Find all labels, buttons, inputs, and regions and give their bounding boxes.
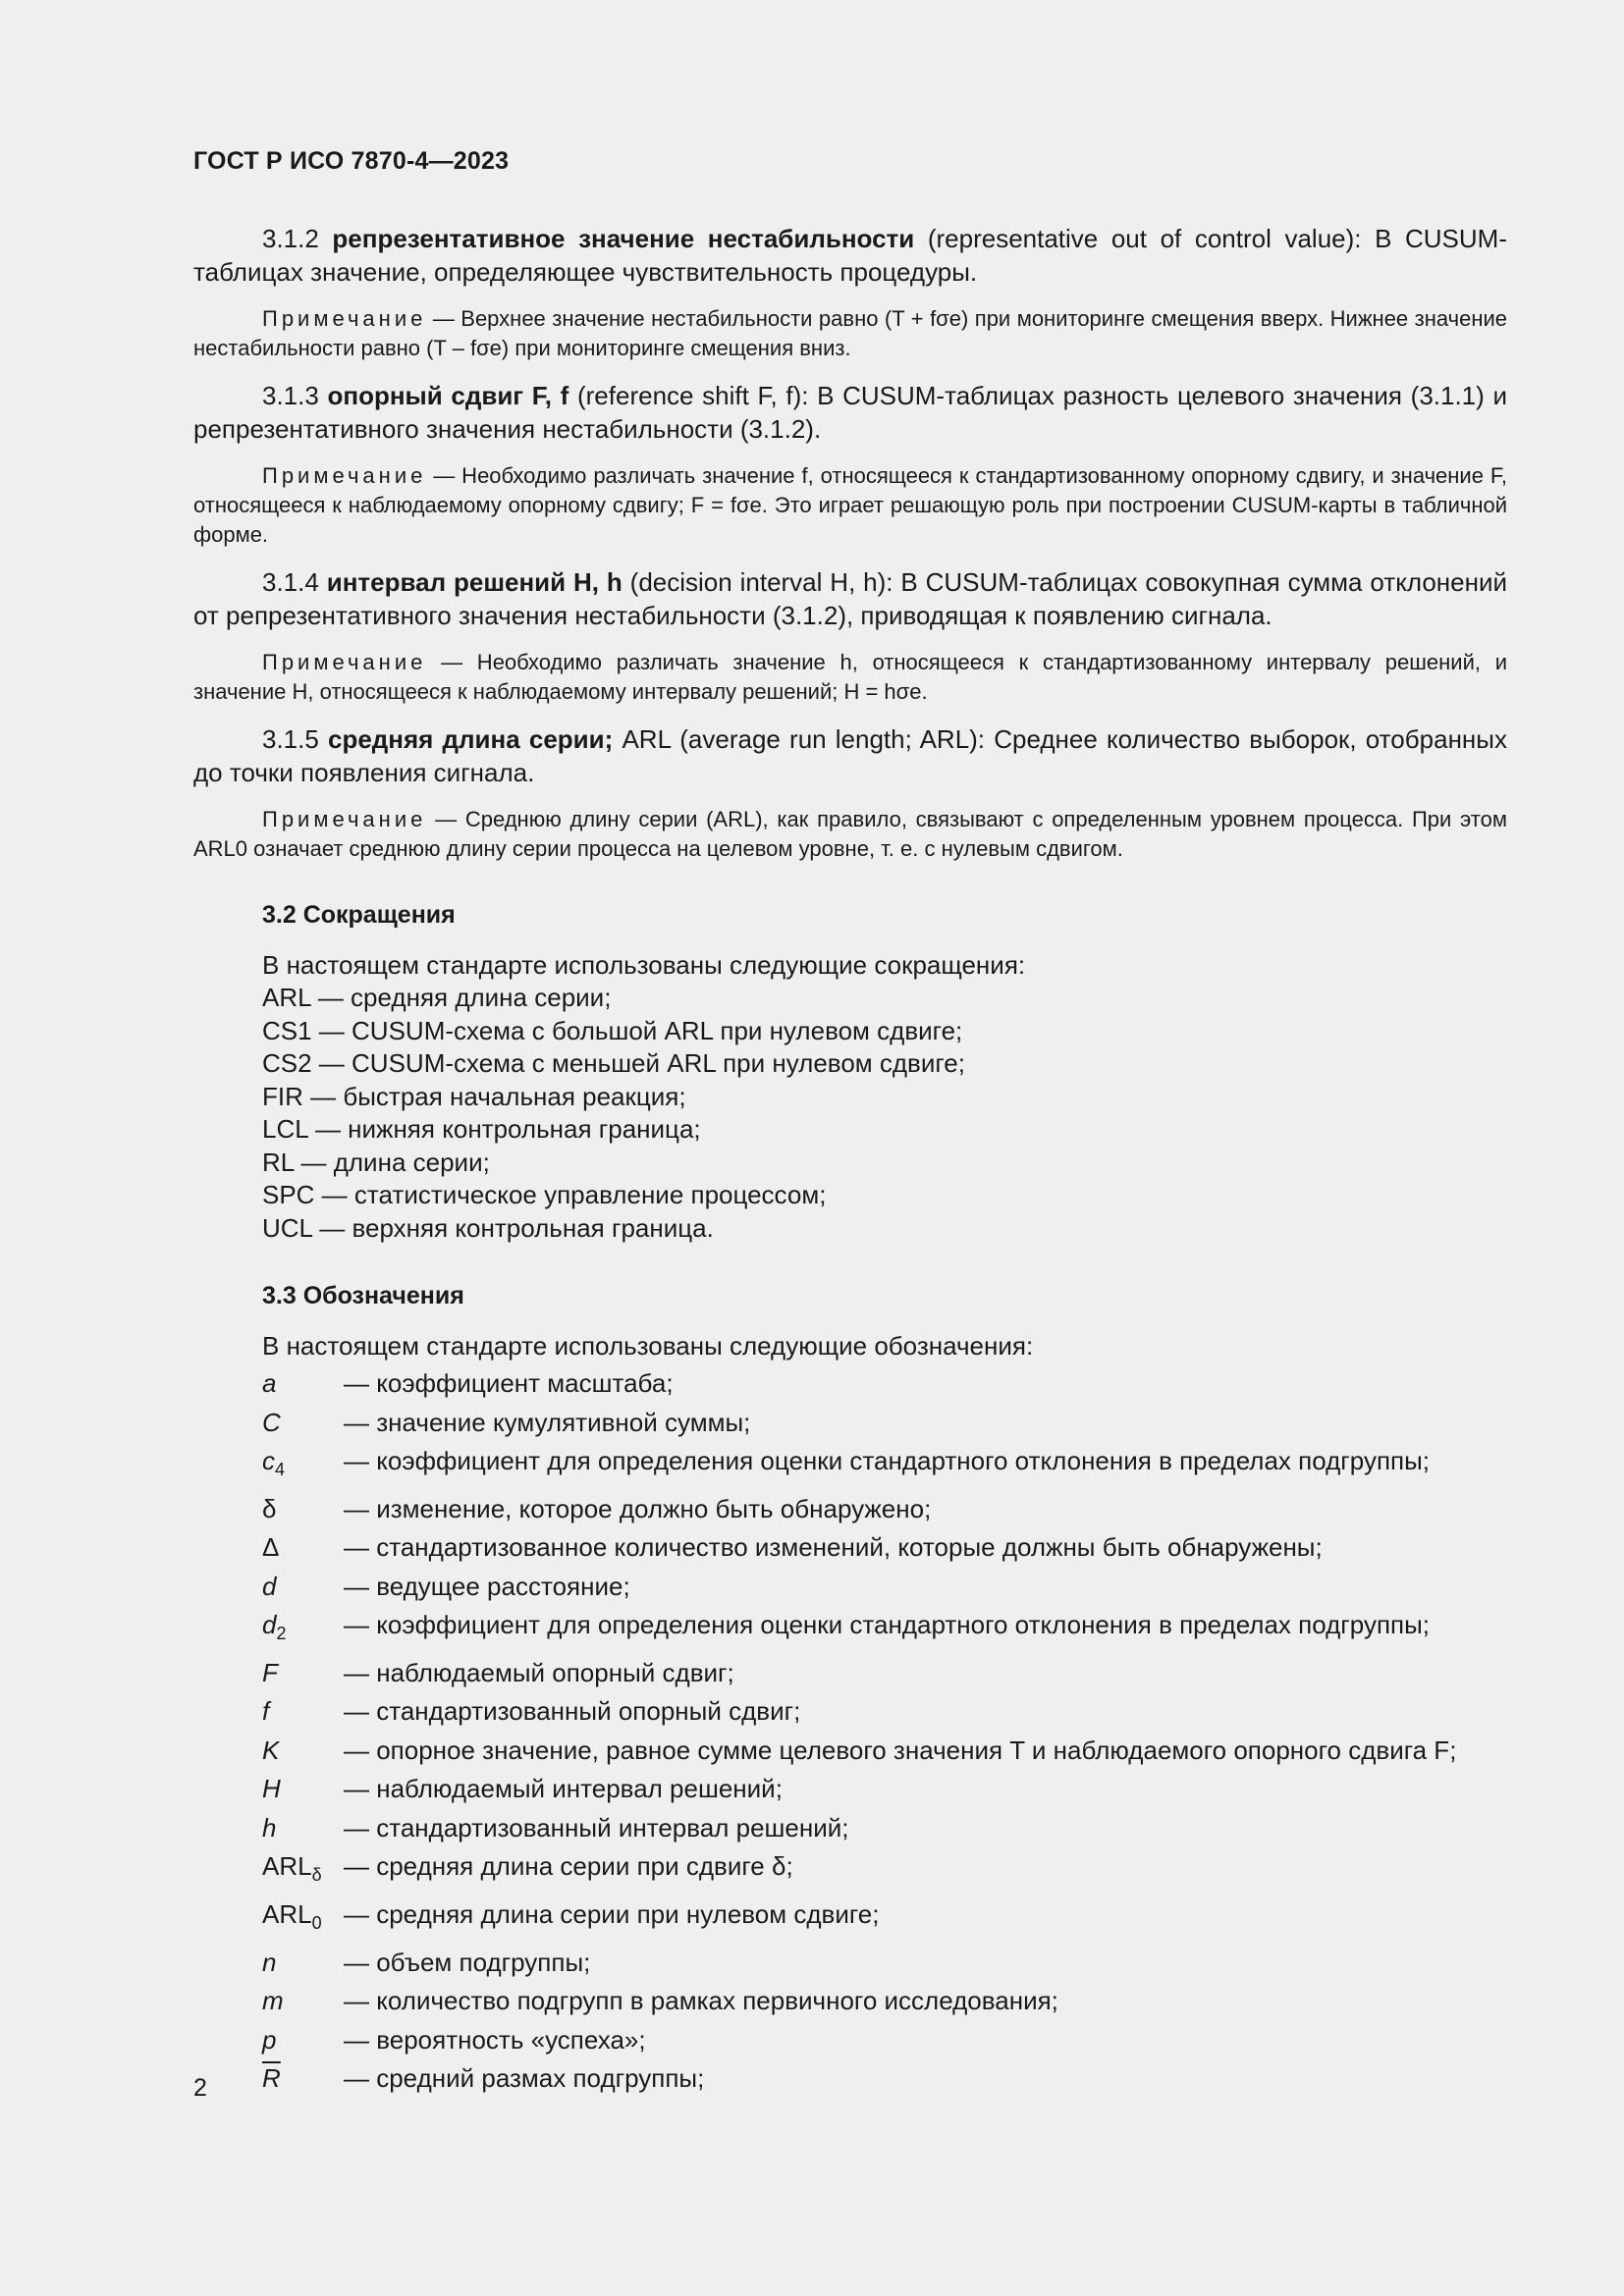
symbol-description: — коэффициент масштаба; — [344, 1368, 674, 1398]
symbol-letter: δ — [262, 1493, 277, 1523]
def-text: (decision interval H, h): В CUSUM-таблицах совокупная сумма отклонений от репрезентативного значения нестабильности (3.1.2), приводящая к появлению сигнала. — [193, 567, 1508, 630]
symbol-term — [262, 1692, 344, 1732]
symbol-item — [262, 1896, 1507, 1944]
symbol-letter: F — [262, 1657, 278, 1687]
symbol-description: — стандартизованный интервал решений; — [344, 1812, 849, 1842]
symbol-term — [262, 1654, 344, 1693]
symbol-description: — средняя длина серии при сдвиге δ; — [344, 1851, 793, 1882]
symbol-letter: H — [262, 1774, 281, 1804]
symbol-term — [262, 1364, 344, 1404]
symbol-description: — объем подгруппы; — [344, 1947, 591, 1977]
symbol-term — [262, 1442, 344, 1490]
symbol-item — [262, 1732, 1507, 1771]
symbol-description: — коэффициент для определения оценки стандартного отклонения в пределах подгруппы; — [344, 1610, 1431, 1640]
abbreviation-item: ARL — средняя длина серии; — [262, 983, 612, 1012]
symbol-letter: K — [262, 1735, 280, 1765]
symbol-subscript: 0 — [311, 1913, 322, 1934]
note-3-1-3 — [193, 461, 1507, 550]
note-text: — Среднюю длину серии (ARL), как правило, связывают с определенным уровнем процесса. При этом ARL0 означает среднюю длину серии процесса на целевом уровне, т. е. с нулевым сдвигом. — [193, 807, 1507, 861]
symbol-subscript: 2 — [276, 1624, 287, 1644]
symbol-letter: ARL — [262, 1851, 312, 1882]
symbol-description: — стандартизованный опорный сдвиг; — [344, 1696, 801, 1727]
symbol-term — [262, 1847, 344, 1896]
symbol-term — [262, 2021, 344, 2060]
symbol-letter: d — [262, 1571, 277, 1601]
symbol-item — [262, 1568, 1507, 1607]
definition-3-1-5 — [193, 722, 1507, 789]
abbreviations-list — [262, 982, 1507, 1245]
symbol-term — [262, 1732, 344, 1771]
note-label: Примечание — [262, 306, 427, 331]
abbreviation-item: CS2 — CUSUM-схема с меньшей ARL при нулевом сдвиге; — [262, 1048, 965, 1078]
symbol-subscript: δ — [311, 1865, 322, 1886]
symbol-letter: ARL — [262, 1899, 312, 1930]
symbol-term — [262, 2059, 344, 2099]
note-text: — Необходимо различать значение h, относящееся к стандартизованному интервалу решений, и значение H, относящееся к наблюдаемому интервалу решений; H = hσe. — [193, 650, 1507, 704]
symbol-letter: m — [262, 1986, 284, 2016]
abbreviations-intro: В настоящем стандарте использованы следующие сокращения: — [262, 950, 1026, 980]
def-term: интервал решений H, h — [326, 567, 623, 597]
symbol-term — [262, 1568, 344, 1607]
symbol-item — [262, 2059, 1507, 2099]
section-title-abbreviations: 3.2 Сокращения — [262, 901, 456, 929]
symbol-letter: a — [262, 1368, 277, 1398]
symbol-term — [262, 1982, 344, 2021]
symbol-term — [262, 1944, 344, 1983]
symbol-item — [262, 1364, 1507, 1404]
def-text: ARL (average run length; ARL): Среднее количество выборок, отобранных до точки появления сигнала. — [193, 724, 1507, 787]
symbol-item — [262, 1770, 1507, 1809]
symbol-letter: f — [262, 1696, 270, 1727]
symbol-term — [262, 1528, 344, 1568]
symbol-description: — стандартизованное количество изменений, которые должны быть обнаружены; — [344, 1532, 1323, 1563]
note-text: — Верхнее значение нестабильности равно (T + fσe) при мониторинге смещения вверх. Нижнее значение нестабильности равно (T – fσe) при мониторинге смещения вниз. — [193, 306, 1507, 360]
symbol-item — [262, 1528, 1507, 1568]
symbol-description: — средний размах подгруппы; — [344, 2063, 705, 2094]
section-title-symbols: 3.3 Обозначения — [262, 1282, 464, 1309]
abbreviation-item: RL — длина серии; — [262, 1147, 490, 1177]
note-label: Примечание — [262, 650, 427, 674]
note-label: Примечание — [262, 463, 427, 488]
symbol-letter: n — [262, 1947, 277, 1977]
def-text: (representative out of control value): В CUSUM-таблицах значение, определяющее чувствительность процедуры. — [193, 224, 1507, 287]
note-3-1-2 — [193, 304, 1507, 363]
symbol-description: — опорное значение, равное сумме целевого значения T и наблюдаемого опорного сдвига F; — [344, 1735, 1457, 1765]
def-num: 3.1.3 — [262, 381, 319, 410]
symbol-item — [262, 1692, 1507, 1732]
def-term: средняя длина серии; — [328, 724, 614, 754]
abbreviation-item: CS1 — CUSUM-схема с большой ARL при нулевом сдвиге; — [262, 1015, 963, 1045]
page-header: ГОСТ Р ИСО 7870-4—2023 — [193, 147, 510, 175]
symbol-term — [262, 1770, 344, 1809]
symbol-description: — изменение, которое должно быть обнаружено; — [344, 1493, 932, 1523]
definition-3-1-3 — [193, 379, 1507, 446]
symbol-item — [262, 1982, 1507, 2021]
def-num: 3.1.5 — [262, 724, 319, 754]
def-num: 3.1.4 — [262, 567, 319, 597]
definition-3-1-4 — [193, 565, 1507, 632]
note-3-1-4 — [193, 648, 1507, 707]
symbols-list — [262, 1364, 1507, 2099]
symbol-letter: d — [262, 1610, 277, 1640]
def-text: (reference shift F, f): В CUSUM-таблицах разность целевого значения (3.1.1) и репрезентативного значения нестабильности (3.1.2). — [193, 381, 1507, 444]
symbol-item — [262, 1606, 1507, 1654]
symbol-item — [262, 1490, 1507, 1529]
symbol-term — [262, 1404, 344, 1443]
symbol-subscript: 4 — [275, 1460, 286, 1480]
def-term: репрезентативное значение нестабильности — [332, 224, 915, 253]
definition-3-1-2 — [193, 222, 1507, 289]
note-text: — Необходимо различать значение f, относящееся к стандартизованному опорному сдвигу, и значение F, относящееся к наблюдаемому опорному сдвигу; F = fσe. Это играет решающую роль при построении CUSUM-карты в табличной форме. — [193, 463, 1507, 547]
symbol-item — [262, 1654, 1507, 1693]
symbol-item — [262, 1404, 1507, 1443]
symbol-description: — вероятность «успеха»; — [344, 2024, 646, 2055]
symbol-item — [262, 1442, 1507, 1490]
abbreviation-item: FIR — быстрая начальная реакция; — [262, 1081, 686, 1111]
def-num: 3.1.2 — [262, 224, 319, 253]
symbol-description: — ведущее расстояние; — [344, 1571, 630, 1601]
symbol-letter: h — [262, 1812, 277, 1842]
symbol-item — [262, 1809, 1507, 1848]
symbol-description: — коэффициент для определения оценки стандартного отклонения в пределах подгруппы; — [344, 1446, 1431, 1475]
symbol-description: — средняя длина серии при нулевом сдвиге; — [344, 1899, 880, 1930]
page-content — [193, 222, 1507, 2099]
def-term: опорный сдвиг F, f — [327, 381, 569, 410]
symbol-description: — значение кумулятивной суммы; — [344, 1407, 751, 1437]
abbreviation-item: SPC — статистическое управление процессом; — [262, 1180, 827, 1209]
symbol-letter: p — [262, 2024, 277, 2055]
page-number: 2 — [193, 2074, 207, 2102]
symbol-term — [262, 1896, 344, 1944]
symbol-item — [262, 2021, 1507, 2060]
symbol-item — [262, 1944, 1507, 1983]
note-3-1-5 — [193, 805, 1507, 864]
symbol-description: — количество подгрупп в рамках первичного исследования; — [344, 1986, 1058, 2016]
symbols-intro: В настоящем стандарте использованы следующие обозначения: — [262, 1331, 1034, 1361]
symbol-term — [262, 1606, 344, 1654]
symbol-letter: C — [262, 1407, 281, 1437]
abbreviation-item: LCL — нижняя контрольная граница; — [262, 1114, 701, 1144]
symbol-item — [262, 1847, 1507, 1896]
abbreviation-item: UCL — верхняя контрольная граница. — [262, 1212, 714, 1243]
symbol-letter: Δ — [262, 1532, 280, 1563]
symbol-letter: c — [262, 1446, 275, 1475]
symbol-letter: $\overline{R}$ — [262, 2063, 281, 2094]
note-label: Примечание — [262, 807, 427, 831]
symbol-description: — наблюдаемый опорный сдвиг; — [344, 1657, 734, 1687]
symbol-description: — наблюдаемый интервал решений; — [344, 1774, 783, 1804]
symbol-term — [262, 1809, 344, 1848]
symbol-term — [262, 1490, 344, 1529]
